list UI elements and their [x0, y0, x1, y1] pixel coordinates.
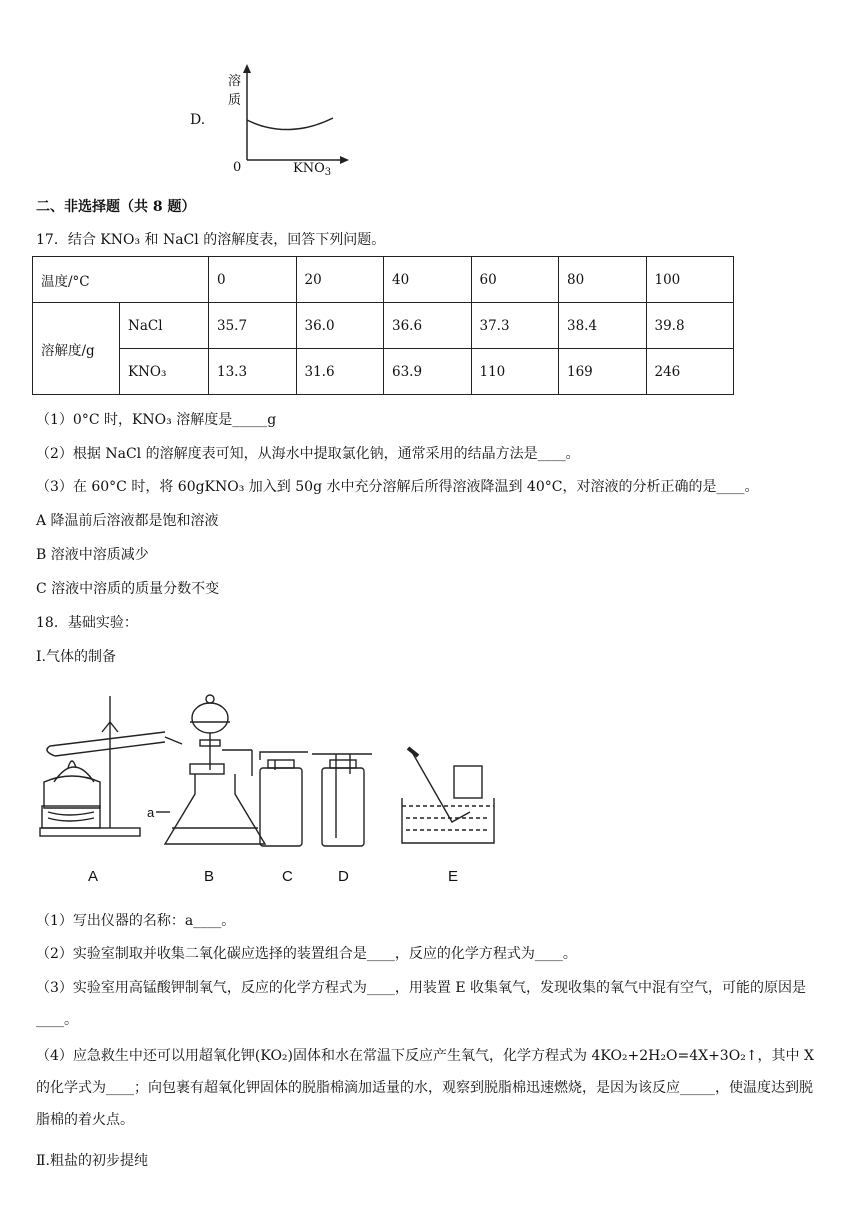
- table-cell: 39.8: [646, 303, 734, 349]
- temp-header: 温度/°C: [33, 257, 209, 303]
- q17-part1: （1）0°C 时，KNO₃ 溶解度是_____g: [36, 412, 277, 428]
- q18-part1-q4: （4）应急救生中还可以用超氧化钾(KO₂)固体和水在常温下反应产生氧气，化学方程式为 4KO₂+2H₂O=4X+3O₂↑，其中 X 的化学式为____；向包裹有超氧化钾固体的脱脂棉滴加适量的水，观察到脱脂棉迅速燃烧，是因为该反应_____，使温度达到脱脂棉的着火点。: [36, 1048, 814, 1128]
- q17-part2: （2）根据 NaCl 的溶解度表可知，从海水中提取氯化钠，通常采用的结晶方法是____。: [36, 446, 580, 462]
- solubility-table: [32, 256, 734, 395]
- table-cell: 36.0: [296, 303, 384, 349]
- table-cell: 110: [471, 349, 559, 395]
- apparatus-diagram: [30, 688, 510, 853]
- table-cell: 0: [209, 257, 297, 303]
- table-cell: 37.3: [471, 303, 559, 349]
- table-cell: 100: [646, 257, 734, 303]
- table-cell: 80: [559, 257, 647, 303]
- table-row: [33, 349, 734, 395]
- q18-part1-q1: （1）写出仪器的名称：a____。: [36, 913, 236, 929]
- apparatus-label-a: A: [88, 868, 99, 885]
- y-axis-label-1: 溶: [228, 74, 242, 89]
- apparatus-label-d: D: [338, 868, 349, 885]
- apparatus-label-c: C: [282, 868, 293, 885]
- table-cell: 36.6: [384, 303, 472, 349]
- table-cell: 63.9: [384, 349, 472, 395]
- table-row: [33, 303, 734, 349]
- section-title: 二、非选择题（共 8 题）: [36, 199, 196, 215]
- table-cell: 60: [471, 257, 559, 303]
- table-cell: 40: [384, 257, 472, 303]
- apparatus-label-e: E: [448, 868, 459, 885]
- x-axis-label: $KNO_3$: [293, 161, 332, 178]
- q17-part3: （3）在 60°C 时，将 60gKNO₃ 加入到 50g 水中充分溶解后所得溶液降温到 40°C，对溶液的分析正确的是____。: [36, 479, 759, 495]
- q17-option-c: C 溶液中溶质的质量分数不变: [36, 581, 220, 597]
- table-cell: 169: [559, 349, 647, 395]
- table-cell: 20: [296, 257, 384, 303]
- table-cell: 13.3: [209, 349, 297, 395]
- apparatus-part-a-label: a: [147, 805, 155, 820]
- table-cell: 31.6: [296, 349, 384, 395]
- table-row: [33, 257, 734, 303]
- table-cell: 246: [646, 349, 734, 395]
- q18-part1-title: Ⅰ.气体的制备: [36, 649, 116, 665]
- table-cell: 35.7: [209, 303, 297, 349]
- origin-label: 0: [233, 160, 242, 175]
- q18-part1-q2: （2）实验室制取并收集二氧化碳应选择的装置组合是____，反应的化学方程式为____。: [36, 946, 577, 962]
- solubility-header: 溶解度/g: [33, 303, 120, 395]
- q17-intro: 17．结合 KNO₃ 和 NaCl 的溶解度表，回答下列问题。: [36, 232, 386, 248]
- option-d-label: D.: [190, 112, 206, 128]
- table-cell: 38.4: [559, 303, 647, 349]
- apparatus-label-b: B: [204, 868, 215, 885]
- q18-part2-title: Ⅱ.粗盐的初步提纯: [36, 1153, 148, 1169]
- y-axis-label-2: 质: [228, 93, 242, 108]
- q17-option-b: B 溶液中溶质减少: [36, 547, 149, 563]
- row-name: NaCl: [120, 303, 209, 349]
- q18-part1-q3: （3）实验室用高锰酸钾制氧气，反应的化学方程式为____，用装置 E 收集氧气，发现收集的氧气中混有空气，可能的原因是____。: [36, 980, 807, 1028]
- q18-intro: 18．基础实验：: [36, 615, 138, 631]
- q17-option-a: A 降温前后溶液都是饱和溶液: [36, 513, 219, 529]
- row-name: KNO₃: [120, 349, 209, 395]
